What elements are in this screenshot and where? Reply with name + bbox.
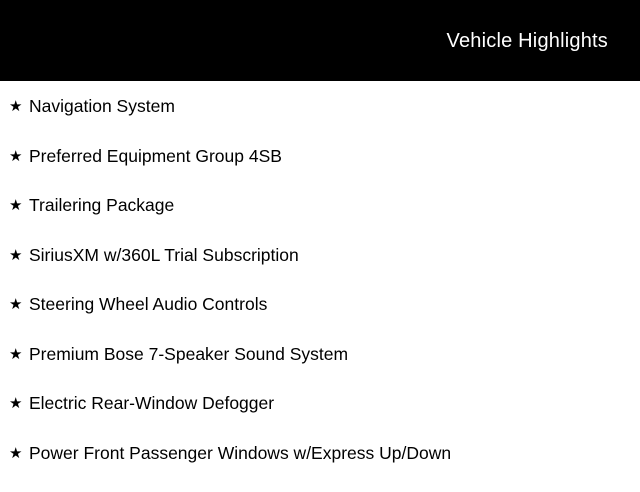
list-item-label: Premium Bose 7-Speaker Sound System <box>29 344 348 364</box>
vehicle-highlights-list <box>0 81 640 492</box>
star-icon: ★ <box>9 294 29 315</box>
list-item-label: Electric Rear-Window Defogger <box>29 393 274 413</box>
list-item-label: Trailering Package <box>29 195 174 215</box>
page-title: Vehicle Highlights <box>447 31 608 51</box>
list-item-label: Power Front Passenger Windows w/Express Up/Down <box>29 443 451 463</box>
header-bar <box>0 0 640 81</box>
list-item-label: Navigation System <box>29 96 175 116</box>
list-item-label: Steering Wheel Audio Controls <box>29 294 267 314</box>
list-item-label: SiriusXM w/360L Trial Subscription <box>29 245 299 265</box>
list-item <box>0 393 640 443</box>
list-item <box>0 245 640 295</box>
list-item <box>0 96 640 146</box>
star-icon: ★ <box>9 393 29 414</box>
star-icon: ★ <box>9 344 29 365</box>
list-item <box>0 195 640 245</box>
list-item <box>0 294 640 344</box>
star-icon: ★ <box>9 146 29 167</box>
list-item-label: Preferred Equipment Group 4SB <box>29 146 282 166</box>
list-item <box>0 443 640 492</box>
list-item <box>0 146 640 196</box>
star-icon: ★ <box>9 443 29 464</box>
star-icon: ★ <box>9 195 29 216</box>
star-icon: ★ <box>9 245 29 266</box>
star-icon: ★ <box>9 96 29 117</box>
list-item <box>0 344 640 394</box>
